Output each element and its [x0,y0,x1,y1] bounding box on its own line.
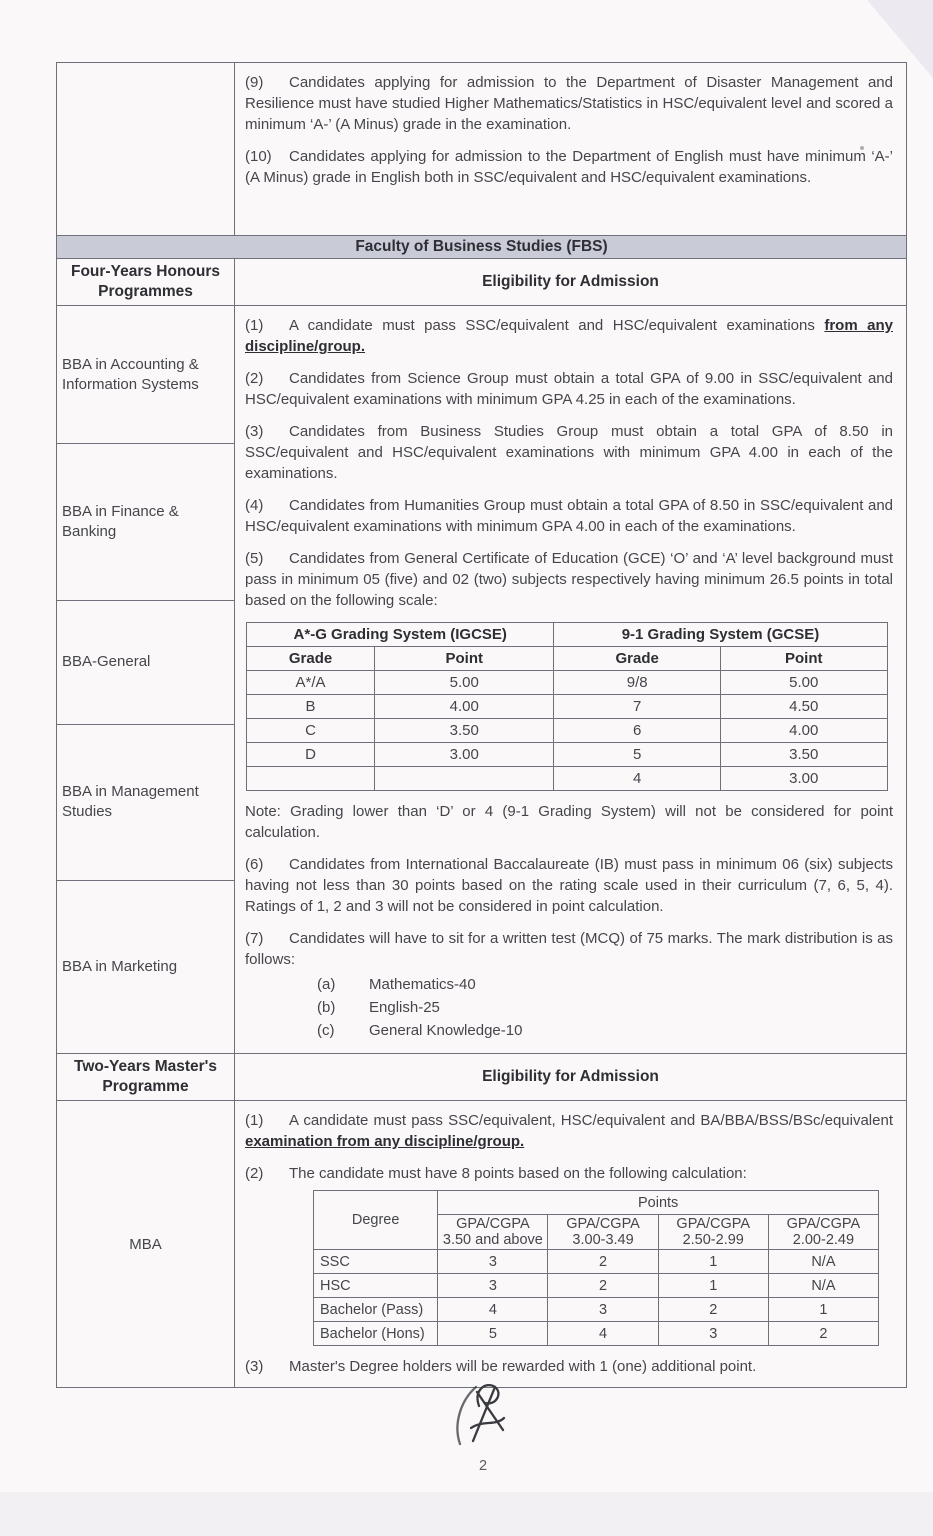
emphasized-text: from any discipline/group. [245,317,893,355]
mark-distribution-item-a [317,974,893,995]
paragraph-2 [245,368,893,410]
programme-bba-accounting [57,306,234,444]
signature-mark [446,1378,520,1454]
table-row [247,623,888,647]
table-cell: 3.50 [720,743,887,767]
paragraph-3 [245,1356,893,1377]
column-header: Grade [247,647,375,671]
table-cell: HSC [314,1274,438,1298]
column-header: Grade [554,647,721,671]
programme-bba-finance [57,444,234,601]
item-label: (a) [317,976,336,993]
paragraph-10 [245,146,893,188]
table-cell: Bachelor (Pass) [314,1298,438,1322]
table-cell [247,767,375,791]
table-cell: 3.50 [375,719,554,743]
paragraph-text: The candidate must have 8 points based on the following calculation: [289,1165,747,1182]
table-row [247,767,888,791]
paragraph-text: Candidates applying for admission to the Department of English must have minimum ‘A-’ (A Minus) grade in English both in SSC/equivalent and HSC/equivalent examinations. [245,148,893,186]
page-number: 2 [479,1458,488,1474]
points-group-header: Points [438,1191,879,1215]
paragraph-3 [245,421,893,484]
mba-eligibility-cell [235,1101,906,1387]
paragraph-number: (1) [245,317,264,334]
paragraph-text: Candidates applying for admission to the Department of Disaster Management and Resilience must have studied Higher Mathematics/Statistics in HSC/equivalent level and scored a minimum ‘A-’ (A Minus) grade in the examination. [245,74,893,133]
column-header: Point [720,647,887,671]
table-cell: N/A [768,1250,878,1274]
table-cell: 4 [438,1298,548,1322]
grading-scale-table [246,622,888,791]
paragraph-number: (9) [245,74,264,91]
programme-label: MBA [129,1235,162,1253]
column-header: GPA/CGPA 2.00-2.49 [768,1215,878,1250]
table-row [314,1191,879,1215]
table-cell: 2 [548,1250,658,1274]
table-cell: 5 [554,743,721,767]
table-cell: Bachelor (Hons) [314,1322,438,1346]
programme-label: BBA in Management Studies [62,783,199,821]
paragraph-text: Candidates from Business Studies Group must obtain a total GPA of 8.50 in SSC/equivalent and HSC/equivalent examinations with minimum GPA 4.00 in each of the examinations. [245,423,893,482]
admission-eligibility-table [56,62,907,1388]
paragraph-number: (6) [245,856,264,873]
table-cell: 4.00 [375,695,554,719]
paragraph-1 [245,315,893,357]
column-header: GPA/CGPA 2.50-2.99 [658,1215,768,1250]
page-bottom-edge [0,1492,933,1536]
table-cell: SSC [314,1250,438,1274]
item-label: (b) [317,999,336,1016]
table-cell: A*/A [247,671,375,695]
programmes-column [57,306,235,1053]
paragraph-text: A candidate must pass SSC/equivalent, HSC/equivalent and BA/BBA/BSS/BSc/equivalent [289,1112,893,1129]
table-row [314,1274,879,1298]
table-row [57,235,906,258]
table-cell: 2 [548,1274,658,1298]
paragraph-text: Candidates from General Certificate of Education (GCE) ‘O’ and ‘A’ level background must pass in minimum 05 (five) and 02 (two) subjects respectively having minimum 26.5 points in total based on the following scale: [245,550,893,609]
points-calculation-table [313,1190,879,1346]
item-label: (c) [317,1022,335,1039]
table-cell [375,767,554,791]
grading-group-header-gcse: 9-1 Grading System (GCSE) [554,623,887,647]
table-cell: 1 [768,1298,878,1322]
paragraph-9 [245,72,893,135]
table-row [57,1100,906,1387]
table-cell: 6 [554,719,721,743]
paragraph-text: Master's Degree holders will be rewarded with 1 (one) additional point. [289,1358,757,1375]
paragraph-6 [245,854,893,917]
table-cell: 3.00 [375,743,554,767]
table-row [57,305,906,1053]
paragraph-number: (1) [245,1112,264,1129]
table-cell: 3 [548,1298,658,1322]
table-cell: 2 [768,1322,878,1346]
paragraph-7 [245,928,893,970]
table-cell: D [247,743,375,767]
item-text: General Knowledge-10 [369,1022,523,1039]
table-row [247,719,888,743]
column-header: Point [375,647,554,671]
table-row [57,1053,906,1100]
paragraph-text: Candidates from Humanities Group must obtain a total GPA of 8.50 in SSC/equivalent and HSC/equivalent examinations with minimum GPA 4.00 in each of the examinations. [245,497,893,535]
paragraph-1 [245,1110,893,1152]
table-row [247,647,888,671]
paragraph-text: Candidates from International Baccalaureate (IB) must pass in minimum 06 (six) subjects having not less than 30 points based on the rating scale used in their curriculum (7, 6, 5, 4). Ratings of 1, 2 and 3 will not be considered in point calculation. [245,856,893,915]
column-header: GPA/CGPA 3.00-3.49 [548,1215,658,1250]
item-text: English-25 [369,999,440,1016]
paragraph-number: (2) [245,1165,264,1182]
degree-corner-header: Degree [314,1191,438,1250]
table-row [314,1250,879,1274]
paragraph-4 [245,495,893,537]
programme-mba [57,1101,235,1387]
programme-label: BBA in Finance & Banking [62,503,179,541]
programme-bba-general [57,601,234,724]
grading-note [245,801,893,843]
table-cell: B [247,695,375,719]
table-cell: 7 [554,695,721,719]
paragraph-number: (3) [245,1358,264,1375]
paragraph-text: Candidates from Science Group must obtain a total GPA of 9.00 in SSC/equivalent and HSC/equivalent examinations with minimum GPA 4.25 in each of the examinations. [245,370,893,408]
table-row [314,1298,879,1322]
note-text: Note: Grading lower than ‘D’ or 4 (9-1 Grading System) will not be considered for point calculation. [245,803,893,841]
table-cell: 3 [658,1322,768,1346]
masters-eligibility-header: Eligibility for Admission [482,1068,659,1085]
table-row [57,63,906,235]
table-cell: 1 [658,1250,768,1274]
fbs-eligibility-cell [235,306,906,1053]
table-cell: C [247,719,375,743]
paragraph-text: Candidates will have to sit for a written test (MCQ) of 75 marks. The mark distribution is as follows: [245,930,893,968]
table-cell: 1 [658,1274,768,1298]
table-cell: 4.50 [720,695,887,719]
programme-label: BBA-General [62,653,151,671]
table-row [57,258,906,305]
paragraph-number: (2) [245,370,264,387]
empty-cell [57,63,235,235]
table-row [247,695,888,719]
programmes-column-header: Four-Years Honours Programmes [57,259,235,305]
programme-label: BBA in Accounting & Information Systems [62,355,199,393]
emphasized-text: examination from any discipline/group. [245,1133,525,1150]
table-cell: 5.00 [720,671,887,695]
table-cell: 4 [548,1322,658,1346]
paragraph-number: (3) [245,423,264,440]
mark-distribution-item-b [317,997,893,1018]
table-cell: 2 [658,1298,768,1322]
table-cell: 4.00 [720,719,887,743]
paragraph-text: A candidate must pass SSC/equivalent and HSC/equivalent examinations [289,317,825,334]
faculty-banner: Faculty of Business Studies (FBS) [57,236,906,258]
eligibility-column-header: Eligibility for Admission [482,273,659,290]
programme-bba-marketing [57,881,234,1053]
prelim-notes-cell [235,63,906,235]
programme-label: BBA in Marketing [62,957,178,975]
table-cell: 4 [554,767,721,791]
paragraph-2 [245,1163,893,1184]
table-row [247,671,888,695]
programme-bba-management [57,725,234,881]
mark-distribution-item-c [317,1020,893,1041]
table-cell: N/A [768,1274,878,1298]
paragraph-number: (5) [245,550,264,567]
table-cell: 3.00 [720,767,887,791]
table-cell: 9/8 [554,671,721,695]
table-row [247,743,888,767]
table-cell: 5 [438,1322,548,1346]
paragraph-number: (10) [245,148,272,165]
table-cell: 5.00 [375,671,554,695]
table-cell: 3 [438,1250,548,1274]
table-row [314,1322,879,1346]
column-header: GPA/CGPA 3.50 and above [438,1215,548,1250]
paragraph-5 [245,548,893,611]
paragraph-number: (7) [245,930,264,947]
paragraph-number: (4) [245,497,264,514]
item-text: Mathematics-40 [369,976,476,993]
grading-group-header-igcse: A*-G Grading System (IGCSE) [247,623,554,647]
masters-column-header: Two-Years Master's Programme [57,1054,235,1100]
table-cell: 3 [438,1274,548,1298]
